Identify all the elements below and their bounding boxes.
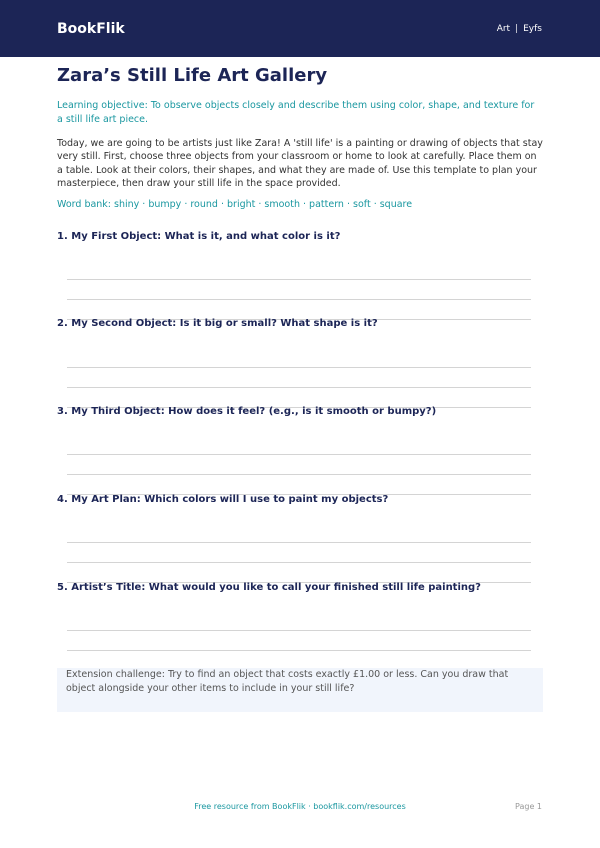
learning-objective: Learning objective: To observe objects closely and describe them using color, shape, and texture for a still life art piece. xyxy=(57,100,535,125)
breadcrumb-level[interactable]: Eyfs xyxy=(523,23,542,34)
question-4: 4. My Art Plan: Which colors will I use to paint my objects? xyxy=(57,494,389,505)
footer-link[interactable]: Free resource from BookFlik · bookflik.com/resources xyxy=(194,802,406,811)
question-1: 1. My First Object: What is it, and what color is it? xyxy=(57,231,341,242)
page-number: Page 1 xyxy=(515,802,542,811)
page-title: Zara’s Still Life Art Gallery xyxy=(57,65,328,86)
question-2: 2. My Second Object: Is it big or small? What shape is it? xyxy=(57,318,378,329)
answer-line-5b[interactable] xyxy=(67,650,531,651)
breadcrumb-separator: | xyxy=(515,23,519,34)
brand-logo[interactable]: BookFlik xyxy=(57,20,125,37)
header-bar xyxy=(0,0,600,57)
extension-challenge-box xyxy=(57,668,543,712)
breadcrumb-subject[interactable]: Art xyxy=(496,23,511,34)
answer-line-2a[interactable] xyxy=(67,367,531,368)
breadcrumb xyxy=(497,24,542,34)
question-3: 3. My Third Object: How does it feel? (e.g., is it smooth or bumpy?) xyxy=(57,406,437,417)
answer-line-4a[interactable] xyxy=(67,542,531,543)
answer-line-5a[interactable] xyxy=(67,630,531,631)
answer-line-3a[interactable] xyxy=(67,454,531,455)
answer-line-2b[interactable] xyxy=(67,387,531,388)
extension-challenge-text: Extension challenge: Try to find an object that costs exactly £1.00 or less. Can you draw that object alongside your other items to include in your still life? xyxy=(66,669,509,694)
answer-line-4b[interactable] xyxy=(67,562,531,563)
answer-line-3b[interactable] xyxy=(67,474,531,475)
answer-line-1a[interactable] xyxy=(67,279,531,280)
answer-line-1b[interactable] xyxy=(67,299,531,300)
word-bank: Word bank: shiny · bumpy · round · bright · smooth · pattern · soft · square xyxy=(57,199,413,210)
intro-paragraph: Today, we are going to be artists just like Zara! A 'still life' is a painting or drawing of objects that stay very still. First, choose three objects from your classroom or home to look at carefully. Place them on a table. Look at their colors, their shapes, and what they are made of. Use this template to plan your masterpiece, then draw your still life in the space provided. xyxy=(57,138,543,189)
question-5: 5. Artist’s Title: What would you like to call your finished still life painting? xyxy=(57,582,481,593)
